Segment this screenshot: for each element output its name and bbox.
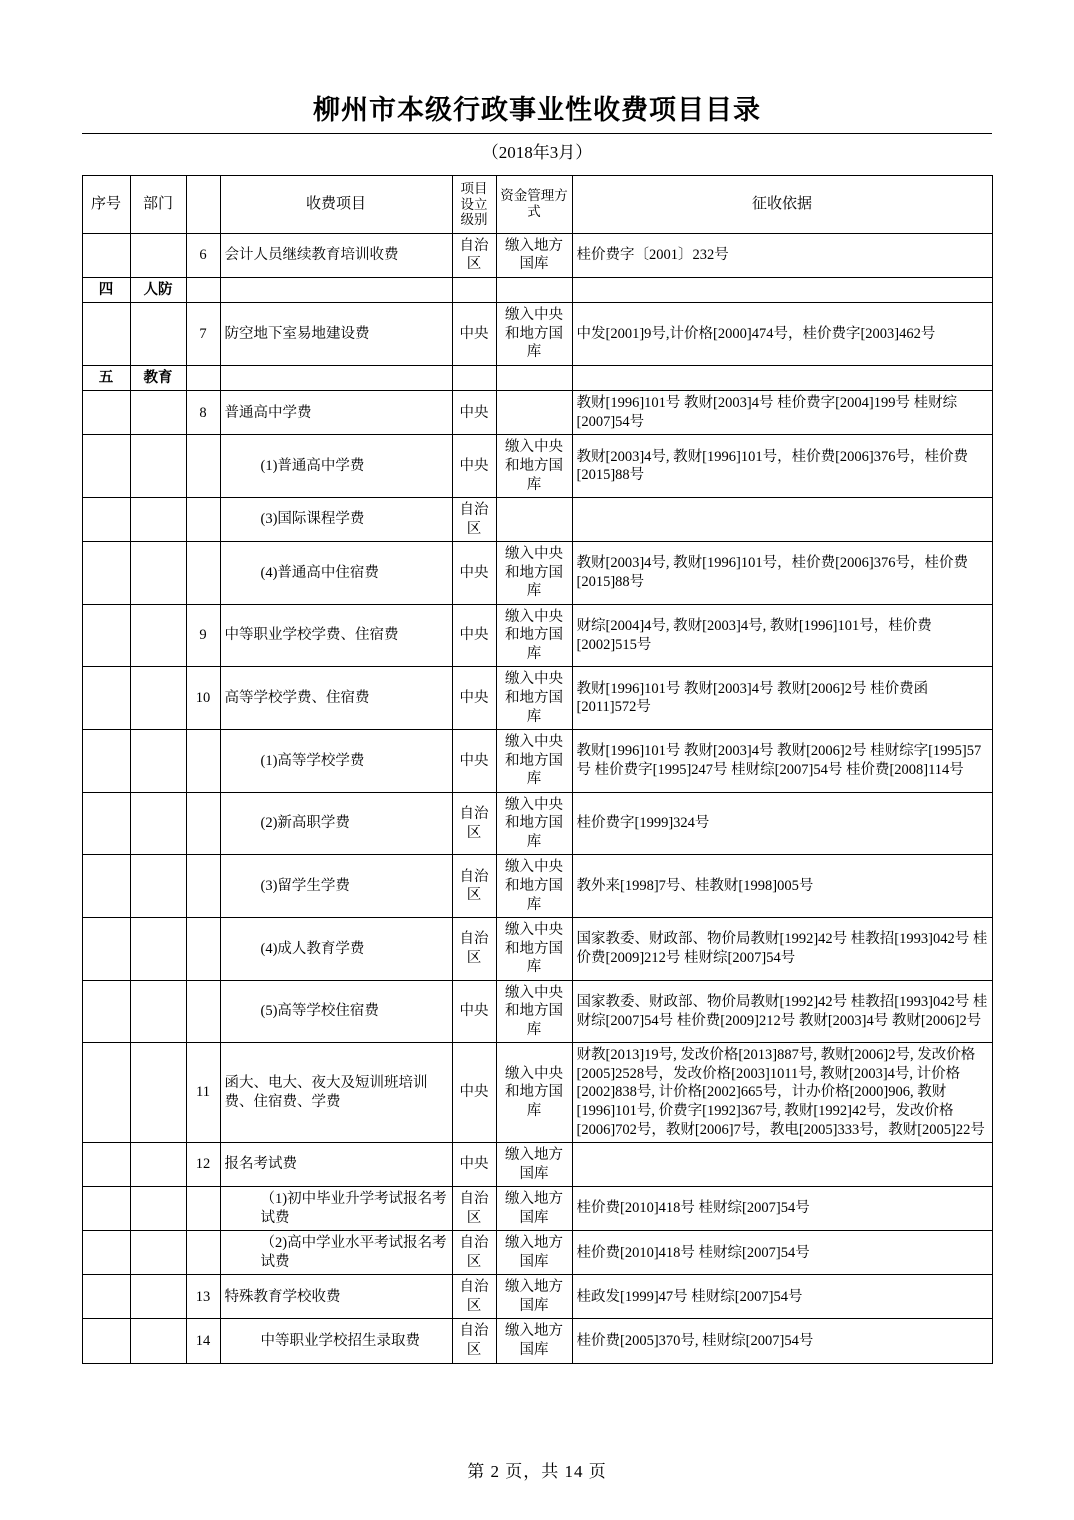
cell-number (186, 542, 220, 605)
table-row (82, 1231, 992, 1275)
table-row (82, 792, 992, 855)
cell-collection-basis: 桂价费[2010]418号 桂财综[2007]54号 (572, 1231, 992, 1275)
cell-sequence (82, 604, 130, 667)
cell-fund-management: 缴入地方国库 (496, 1319, 572, 1363)
cell-collection-basis (572, 365, 992, 391)
cell-fee-item: (2)新高职学费 (220, 792, 452, 855)
cell-collection-basis: 教外来[1998]7号、桂教财[1998]005号 (572, 855, 992, 918)
cell-fee-item: (1)普通高中学费 (220, 435, 452, 498)
cell-sequence (82, 1043, 130, 1143)
cell-fee-item: (4)成人教育学费 (220, 918, 452, 981)
cell-fee-item: （2)高中学业水平考试报名考试费 (220, 1231, 452, 1275)
cell-collection-basis (572, 277, 992, 303)
table-row (82, 435, 992, 498)
cell-fund-management: 缴入中央和地方国库 (496, 542, 572, 605)
cell-collection-basis: 教财[1996]101号 教财[2003]4号 教财[2006]2号 桂财综字[1995]57号 桂价费字[1995]247号 桂财综[2007]54号 桂价费[2008]114号 (572, 730, 992, 793)
table-row (82, 391, 992, 435)
cell-collection-basis: 教财[1996]101号 教财[2003]4号 教财[2006]2号 桂价费函[2011]572号 (572, 667, 992, 730)
cell-establish-level: 自治区 (452, 233, 496, 277)
cell-fee-item: (1)高等学校学费 (220, 730, 452, 793)
cell-establish-level: 自治区 (452, 1231, 496, 1275)
cell-collection-basis: 桂价费[2005]370号, 桂财综[2007]54号 (572, 1319, 992, 1363)
cell-department (130, 435, 186, 498)
cell-number: 11 (186, 1043, 220, 1143)
table-row (82, 855, 992, 918)
cell-collection-basis: 教财[1996]101号 教财[2003]4号 桂价费字[2004]199号 桂财综[2007]54号 (572, 391, 992, 435)
cell-department (130, 667, 186, 730)
cell-fund-management: 缴入地方国库 (496, 233, 572, 277)
cell-establish-level: 中央 (452, 604, 496, 667)
cell-establish-level: 自治区 (452, 1275, 496, 1319)
table-row (82, 498, 992, 542)
cell-number (186, 498, 220, 542)
cell-sequence (82, 1231, 130, 1275)
cell-sequence (82, 542, 130, 605)
page-title: 柳州市本级行政事业性收费项目目录 (313, 95, 761, 125)
table-row (82, 980, 992, 1043)
cell-number: 12 (186, 1143, 220, 1187)
cell-fee-item: 防空地下室易地建设费 (220, 303, 452, 366)
cell-number (186, 730, 220, 793)
cell-fund-management: 缴入中央和地方国库 (496, 980, 572, 1043)
cell-collection-basis: 桂价费字〔2001〕232号 (572, 233, 992, 277)
cell-sequence (82, 980, 130, 1043)
cell-sequence (82, 1275, 130, 1319)
column-header-seq: 序号 (82, 176, 130, 234)
cell-department (130, 918, 186, 981)
cell-fee-item: (3)国际课程学费 (220, 498, 452, 542)
cell-number: 13 (186, 1275, 220, 1319)
cell-number (186, 435, 220, 498)
cell-sequence (82, 1143, 130, 1187)
cell-sequence (82, 303, 130, 366)
table-header-row (82, 176, 992, 234)
cell-fee-item: 高等学校学费、住宿费 (220, 667, 452, 730)
cell-sequence: 五 (82, 365, 130, 391)
cell-fund-management (496, 277, 572, 303)
cell-department (130, 1275, 186, 1319)
cell-fund-management: 缴入中央和地方国库 (496, 792, 572, 855)
cell-fund-management: 缴入中央和地方国库 (496, 604, 572, 667)
cell-collection-basis: 国家教委、财政部、物价局教财[1992]42号 桂教招[1993]042号 桂价费[2009]212号 桂财综[2007]54号 (572, 918, 992, 981)
cell-department (130, 980, 186, 1043)
cell-sequence (82, 730, 130, 793)
cell-department: 人防 (130, 277, 186, 303)
cell-fund-management: 缴入地方国库 (496, 1143, 572, 1187)
cell-sequence (82, 1187, 130, 1231)
cell-establish-level: 中央 (452, 303, 496, 366)
cell-department (130, 1143, 186, 1187)
cell-establish-level: 自治区 (452, 918, 496, 981)
cell-fund-management: 缴入中央和地方国库 (496, 730, 572, 793)
cell-number (186, 1187, 220, 1231)
table-row (82, 542, 992, 605)
cell-fund-management: 缴入中央和地方国库 (496, 303, 572, 366)
cell-fund-management: 缴入中央和地方国库 (496, 1043, 572, 1143)
cell-department (130, 1319, 186, 1363)
cell-number: 10 (186, 667, 220, 730)
cell-fee-item: 函大、电大、夜大及短训班培训费、住宿费、学费 (220, 1043, 452, 1143)
cell-collection-basis: 桂价费字[1999]324号 (572, 792, 992, 855)
table-row (82, 604, 992, 667)
cell-collection-basis: 中发[2001]9号,计价格[2000]474号，桂价费字[2003]462号 (572, 303, 992, 366)
table-row (82, 303, 992, 366)
table-row (82, 1143, 992, 1187)
cell-number (186, 792, 220, 855)
cell-department (130, 303, 186, 366)
cell-sequence (82, 918, 130, 981)
cell-fund-management (496, 365, 572, 391)
table-row (82, 233, 992, 277)
column-header-num (186, 176, 220, 234)
table-row (82, 277, 992, 303)
cell-number (186, 277, 220, 303)
cell-fee-item: (4)普通高中住宿费 (220, 542, 452, 605)
cell-sequence (82, 391, 130, 435)
cell-establish-level: 自治区 (452, 855, 496, 918)
cell-establish-level: 中央 (452, 435, 496, 498)
cell-collection-basis (572, 1143, 992, 1187)
cell-collection-basis: 桂价费[2010]418号 桂财综[2007]54号 (572, 1187, 992, 1231)
table-row (82, 1275, 992, 1319)
cell-number: 8 (186, 391, 220, 435)
cell-number (186, 365, 220, 391)
cell-establish-level: 中央 (452, 980, 496, 1043)
cell-sequence (82, 667, 130, 730)
cell-establish-level: 中央 (452, 542, 496, 605)
cell-number (186, 1231, 220, 1275)
cell-fee-item: (5)高等学校住宿费 (220, 980, 452, 1043)
cell-collection-basis: 财教[2013]19号, 发改价格[2013]887号, 教财[2006]2号, 发改价格[2005]2528号，发改价格[2003]1011号, 教财[2003]4号, 计价格[2002]838号, 计价格[2002]665号，计办价格[2000]906, 教财[1996]101号, 价费字[1992]367号, 教财[1992]42号，发改价格[2006]702号，教财[2006]7号，教电[2005]333号，教财[2005]22号 (572, 1043, 992, 1143)
cell-establish-level: 中央 (452, 1143, 496, 1187)
cell-fund-management: 缴入中央和地方国库 (496, 855, 572, 918)
fee-catalog-table (82, 175, 993, 1364)
cell-number: 6 (186, 233, 220, 277)
cell-fund-management (496, 391, 572, 435)
cell-sequence (82, 233, 130, 277)
cell-number: 7 (186, 303, 220, 366)
cell-fund-management: 缴入地方国库 (496, 1231, 572, 1275)
column-header-fund: 资金管理方式 (496, 176, 572, 234)
cell-sequence (82, 435, 130, 498)
cell-sequence (82, 498, 130, 542)
cell-collection-basis: 教财[2003]4号, 教财[1996]101号，桂价费[2006]376号，桂价费[2015]88号 (572, 542, 992, 605)
cell-establish-level (452, 277, 496, 303)
cell-fee-item: 中等职业学校招生录取费 (220, 1319, 452, 1363)
cell-establish-level: 自治区 (452, 1319, 496, 1363)
column-header-item: 收费项目 (220, 176, 452, 234)
column-header-level: 项目设立级别 (452, 176, 496, 234)
cell-establish-level: 中央 (452, 1043, 496, 1143)
cell-fee-item: 报名考试费 (220, 1143, 452, 1187)
cell-department (130, 730, 186, 793)
page-footer: 第 2 页，共 14 页 (467, 1462, 607, 1481)
cell-establish-level (452, 365, 496, 391)
cell-department (130, 792, 186, 855)
cell-sequence: 四 (82, 277, 130, 303)
cell-fee-item: (3)留学生学费 (220, 855, 452, 918)
title-divider (82, 133, 992, 134)
cell-fund-management: 缴入中央和地方国库 (496, 667, 572, 730)
column-header-dept: 部门 (130, 176, 186, 234)
cell-number (186, 980, 220, 1043)
cell-fee-item (220, 277, 452, 303)
cell-department (130, 604, 186, 667)
cell-department: 教育 (130, 365, 186, 391)
table-row (82, 1319, 992, 1363)
cell-collection-basis: 国家教委、财政部、物价局教财[1992]42号 桂教招[1993]042号 桂财综[2007]54号 桂价费[2009]212号 教财[2003]4号 教财[2006]2号 (572, 980, 992, 1043)
cell-collection-basis: 桂政发[1999]47号 桂财综[2007]54号 (572, 1275, 992, 1319)
table-row (82, 365, 992, 391)
cell-fund-management: 缴入中央和地方国库 (496, 918, 572, 981)
cell-collection-basis: 教财[2003]4号, 教财[1996]101号，桂价费[2006]376号，桂价费[2015]88号 (572, 435, 992, 498)
cell-establish-level: 自治区 (452, 1187, 496, 1231)
cell-collection-basis (572, 498, 992, 542)
column-header-basis: 征收依据 (572, 176, 992, 234)
cell-sequence (82, 1319, 130, 1363)
cell-establish-level: 中央 (452, 730, 496, 793)
cell-department (130, 498, 186, 542)
table-row (82, 1187, 992, 1231)
page-subtitle: （2018年3月） (481, 143, 593, 162)
cell-fund-management: 缴入中央和地方国库 (496, 435, 572, 498)
cell-fund-management: 缴入地方国库 (496, 1275, 572, 1319)
cell-department (130, 855, 186, 918)
cell-number (186, 855, 220, 918)
cell-collection-basis: 财综[2004]4号, 教财[2003]4号, 教财[1996]101号，桂价费[2002]515号 (572, 604, 992, 667)
cell-establish-level: 中央 (452, 391, 496, 435)
cell-number: 9 (186, 604, 220, 667)
cell-fund-management (496, 498, 572, 542)
cell-fee-item: 会计人员继续教育培训收费 (220, 233, 452, 277)
cell-department (130, 542, 186, 605)
cell-establish-level: 自治区 (452, 792, 496, 855)
cell-department (130, 233, 186, 277)
cell-sequence (82, 855, 130, 918)
cell-number: 14 (186, 1319, 220, 1363)
cell-establish-level: 自治区 (452, 498, 496, 542)
cell-establish-level: 中央 (452, 667, 496, 730)
table-row (82, 1043, 992, 1143)
cell-fee-item (220, 365, 452, 391)
cell-fee-item: （1)初中毕业升学考试报名考试费 (220, 1187, 452, 1231)
cell-department (130, 1231, 186, 1275)
cell-sequence (82, 792, 130, 855)
cell-fee-item: 特殊教育学校收费 (220, 1275, 452, 1319)
cell-department (130, 1043, 186, 1143)
table-row (82, 918, 992, 981)
cell-number (186, 918, 220, 981)
cell-department (130, 391, 186, 435)
table-row (82, 667, 992, 730)
cell-fee-item: 普通高中学费 (220, 391, 452, 435)
table-row (82, 730, 992, 793)
cell-fund-management: 缴入地方国库 (496, 1187, 572, 1231)
table-body (82, 233, 992, 1363)
cell-fee-item: 中等职业学校学费、住宿费 (220, 604, 452, 667)
cell-department (130, 1187, 186, 1231)
